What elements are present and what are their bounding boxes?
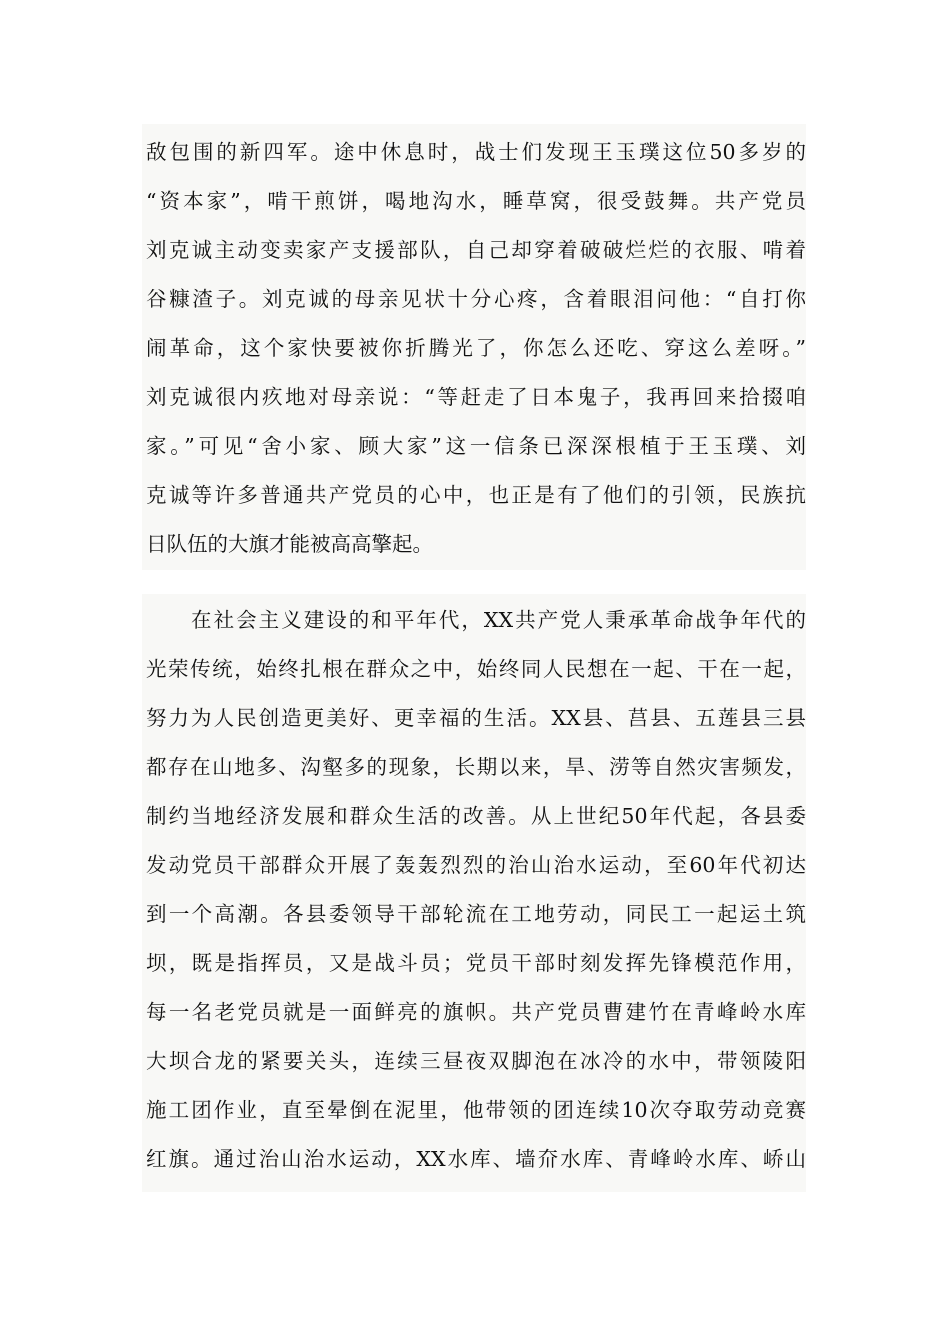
paragraph-line: “资本家”，啃干煎饼，喝地沟水，睡草窝，很受鼓舞。共产党员	[146, 189, 806, 213]
paragraph-line: 家。”可见“舍小家、顾大家”这一信条已深深根植于王玉璞、刘	[146, 434, 806, 458]
paragraph-line: 施工团作业，直至晕倒在泥里，他带领的团连续10次夺取劳动竞赛	[146, 1098, 806, 1122]
paragraph-line: 发动党员干部群众开展了轰轰烈烈的治山治水运动，至60年代初达	[146, 853, 806, 877]
paragraph-line: 大坝合龙的紧要关头，连续三昼夜双脚泡在冰冷的水中，带领陵阳	[146, 1049, 806, 1073]
paragraph-line: 敌包围的新四军。途中休息时，战士们发现王玉璞这位50多岁的	[146, 140, 806, 164]
paragraph-line: 克诚等许多普通共产党员的心中，也正是有了他们的引领，民族抗	[146, 483, 806, 507]
paragraph-line: 在社会主义建设的和平年代，XX共产党人秉承革命战争年代的	[146, 608, 806, 632]
paragraph-line: 日队伍的大旗才能被高高擎起。	[146, 532, 433, 556]
paragraph-line: 努力为人民创造更美好、更幸福的生活。XX县、莒县、五莲县三县	[146, 706, 806, 730]
paragraph-line: 光荣传统，始终扎根在群众之中，始终同人民想在一起、干在一起，	[146, 657, 806, 681]
paragraph-line: 红旗。通过治山治水运动，XX水库、墙夼水库、青峰岭水库、峤山	[146, 1147, 806, 1171]
paragraph-line: 每一名老党员就是一面鲜亮的旗帜。共产党员曹建竹在青峰岭水库	[146, 1000, 806, 1024]
paragraph-line: 都存在山地多、沟壑多的现象，长期以来，旱、涝等自然灾害频发，	[146, 755, 806, 779]
paragraph-line: 刘克诚很内疚地对母亲说：“等赶走了日本鬼子，我再回来拾掇咱	[146, 385, 806, 409]
paragraph-line: 坝，既是指挥员，又是战斗员；党员干部时刻发挥先锋模范作用，	[146, 951, 806, 975]
paragraph-2	[142, 594, 806, 1192]
paragraph-line: 到一个高潮。各县委领导干部轮流在工地劳动，同民工一起运土筑	[146, 902, 806, 926]
paragraph-line: 闹革命，这个家快要被你折腾光了，你怎么还吃、穿这么差呀。”	[146, 336, 806, 360]
paragraph-line: 刘克诚主动变卖家产支援部队，自己却穿着破破烂烂的衣服、啃着	[146, 238, 806, 262]
paragraph-line: 制约当地经济发展和群众生活的改善。从上世纪50年代起，各县委	[146, 804, 806, 828]
paragraph-line: 谷糠渣子。刘克诚的母亲见状十分心疼，含着眼泪问他：“自打你	[146, 287, 806, 311]
paragraph-1	[142, 124, 806, 570]
